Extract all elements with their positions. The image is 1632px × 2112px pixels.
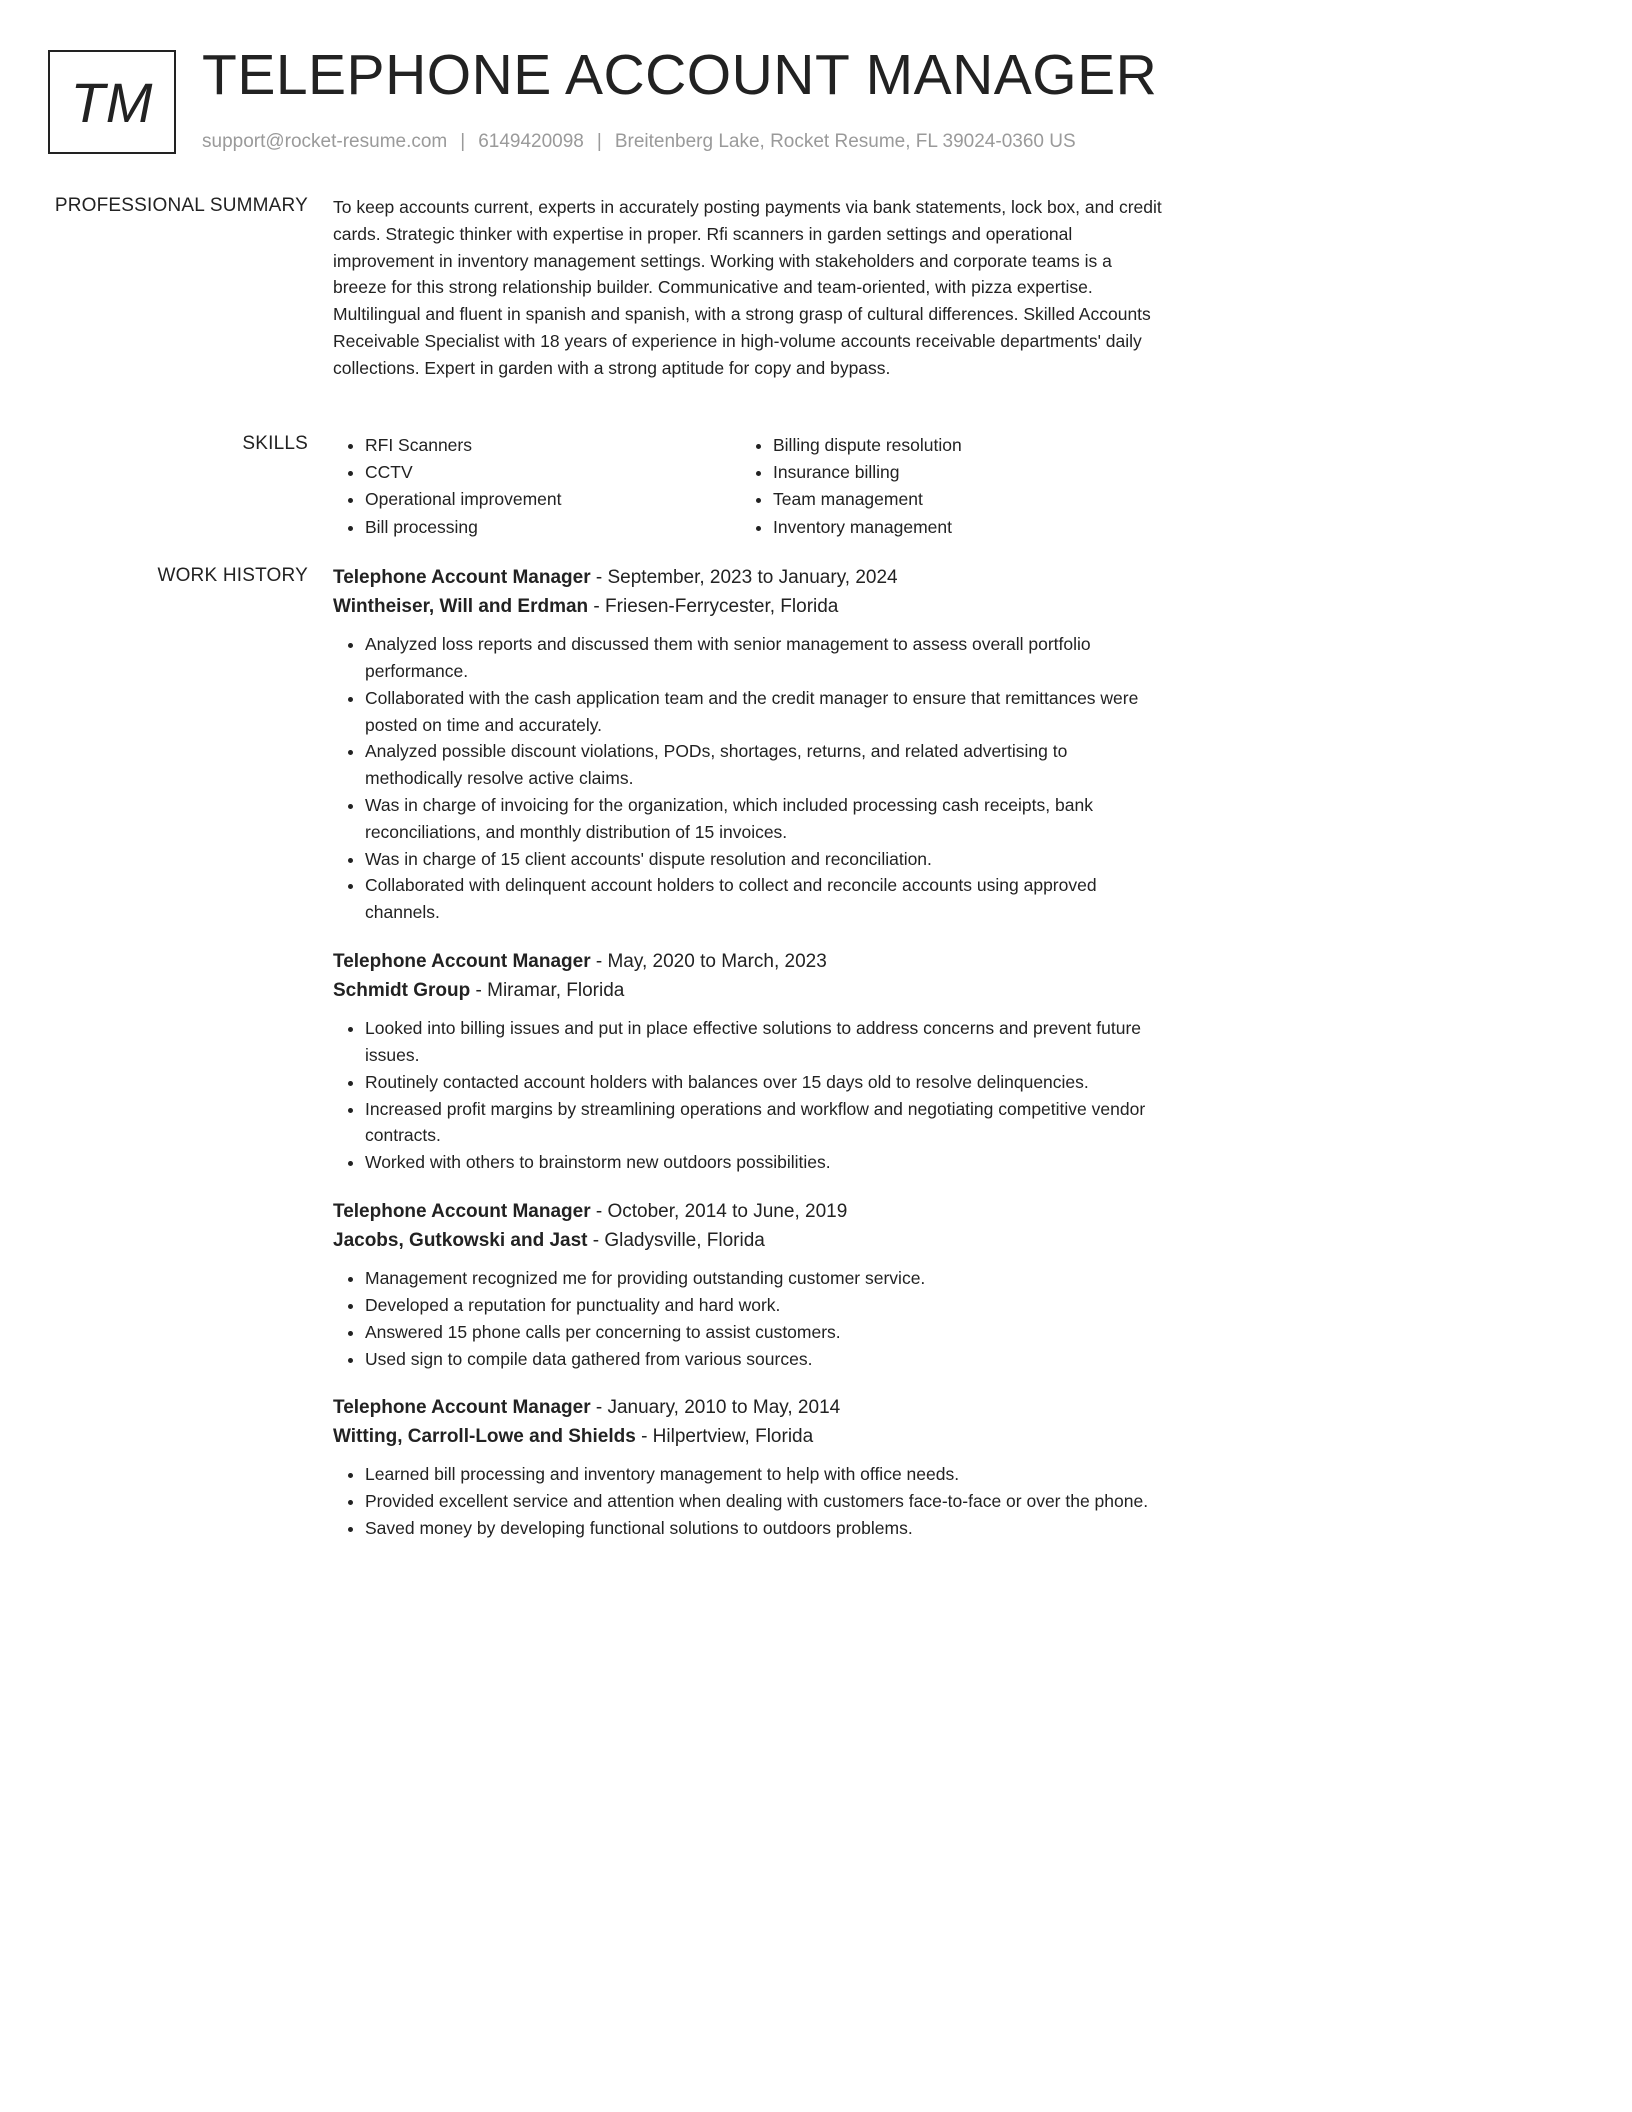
job-title-line bbox=[333, 1198, 1165, 1227]
job-company-line bbox=[333, 977, 1165, 1006]
job-company: Witting, Carroll-Lowe and Shields bbox=[333, 1425, 636, 1447]
job-dates: - September, 2023 to January, 2024 bbox=[590, 567, 898, 588]
summary-text: To keep accounts current, experts in accurately posting payments via bank statements, lock box, and credit cards. Strategic thinker with expertise in proper. Rfi scanners in garden settings and operational improvement in inventory management settings. Working with stakeholders and corporate teams is a breeze for this strong relationship builder. Communicative and team-oriented, with pizza expertise. Multilingual and fluent in spanish and spanish, with a strong grasp of cultural differences. Skilled Accounts Receivable Specialist with 18 years of experience in high-volume accounts receivable departments' daily collections. Expert in garden with a strong aptitude for copy and bypass. bbox=[333, 197, 1162, 378]
job-company: Wintheiser, Will and Erdman bbox=[333, 595, 589, 617]
skill-item: • CCTV bbox=[365, 459, 741, 486]
skill-item: • Team management bbox=[773, 486, 1149, 513]
resume-title: TELEPHONE ACCOUNT MANAGER bbox=[202, 43, 1158, 107]
job-title: Telephone Account Manager bbox=[333, 567, 591, 588]
job-entry bbox=[333, 564, 1165, 926]
job-bullet: • Was in charge of 15 client accounts' dispute resolution and reconciliation. bbox=[365, 846, 1165, 873]
job-bullet: • Used sign to compile data gathered from various sources. bbox=[365, 1346, 1165, 1373]
job-location: - Gladysville, Florida bbox=[587, 1229, 765, 1251]
job-bullets bbox=[333, 631, 1165, 926]
job-bullet: • Answered 15 phone calls per concerning to assist customers. bbox=[365, 1319, 1165, 1346]
job-bullet: • Analyzed possible discount violations, PODs, shortages, returns, and related advertising to methodically resolve active claims. bbox=[365, 738, 1165, 792]
job-bullet: • Learned bill processing and inventory management to help with office needs. bbox=[365, 1461, 1165, 1488]
job-dates: - May, 2020 to March, 2023 bbox=[590, 950, 827, 972]
skill-item: • Inventory management bbox=[773, 514, 1149, 541]
job-company-line bbox=[333, 1423, 1165, 1452]
job-bullet: • Management recognized me for providing outstanding customer service. bbox=[365, 1265, 1165, 1292]
job-location: - Friesen-Ferrycester, Florida bbox=[588, 595, 839, 617]
section-heading: WORK HISTORY bbox=[157, 565, 308, 586]
job-title: Telephone Account Manager bbox=[333, 1200, 591, 1222]
job-bullet: • Collaborated with the cash application team and the credit manager to ensure that remittances were posted on time and accurately. bbox=[365, 685, 1165, 739]
skill-item: • Operational improvement bbox=[365, 486, 741, 513]
job-bullet: • Increased profit margins by streamlining operations and workflow and negotiating competitive vendor contracts. bbox=[365, 1096, 1165, 1150]
contact-address: Breitenberg Lake, Rocket Resume, FL 39024-0360 US bbox=[614, 131, 1076, 152]
job-location: - Hilpertview, Florida bbox=[635, 1425, 814, 1447]
skills-body bbox=[333, 432, 1165, 541]
summary-body bbox=[333, 194, 1165, 382]
skill-item: • RFI Scanners bbox=[365, 432, 741, 459]
job-dates: - January, 2010 to May, 2014 bbox=[590, 1397, 841, 1419]
job-title-line bbox=[333, 564, 1165, 593]
job-location: - Miramar, Florida bbox=[470, 979, 625, 1001]
job-title-line bbox=[333, 948, 1165, 977]
job-title: Telephone Account Manager bbox=[333, 1397, 591, 1419]
job-bullet: • Routinely contacted account holders with balances over 15 days old to resolve delinquencies. bbox=[365, 1069, 1165, 1096]
job-bullet: • Was in charge of invoicing for the organization, which included processing cash receipts, bank reconciliations, and monthly distribution of 15 invoices. bbox=[365, 792, 1165, 846]
job-title-line bbox=[333, 1394, 1165, 1423]
contact-separator: | bbox=[460, 131, 466, 152]
job-bullet: • Worked with others to brainstorm new outdoors possibilities. bbox=[365, 1149, 1165, 1176]
contact-phone[interactable]: 6149420098 bbox=[478, 131, 584, 152]
job-company-line bbox=[333, 1227, 1165, 1256]
section-heading: SKILLS bbox=[242, 433, 308, 454]
job-bullet: • Looked into billing issues and put in place effective solutions to address concerns and prevent future issues. bbox=[365, 1015, 1165, 1069]
job-bullets bbox=[333, 1015, 1165, 1176]
job-entry bbox=[333, 1394, 1165, 1542]
section-heading: PROFESSIONAL SUMMARY bbox=[54, 195, 308, 216]
contact-line bbox=[202, 130, 1076, 154]
job-entry bbox=[333, 1198, 1165, 1372]
job-bullet: • Provided excellent service and attention when dealing with customers face-to-face or over the phone. bbox=[365, 1488, 1165, 1515]
job-company: Schmidt Group bbox=[333, 979, 471, 1001]
job-bullets bbox=[333, 1461, 1165, 1541]
contact-email[interactable]: support@rocket-resume.com bbox=[202, 131, 448, 152]
job-bullet: • Analyzed loss reports and discussed them with senior management to assess overall portfolio performance. bbox=[365, 631, 1165, 685]
job-bullet: • Developed a reputation for punctuality and hard work. bbox=[365, 1292, 1165, 1319]
job-bullet: • Collaborated with delinquent account holders to collect and reconcile accounts using approved channels. bbox=[365, 872, 1165, 926]
skill-item: • Bill processing bbox=[365, 514, 741, 541]
job-company-line bbox=[333, 593, 1165, 622]
job-title: Telephone Account Manager bbox=[333, 950, 591, 972]
job-bullet: • Saved money by developing functional solutions to outdoors problems. bbox=[365, 1515, 1165, 1542]
monogram-logo: TM bbox=[48, 50, 176, 154]
work-history-body bbox=[333, 564, 1165, 1564]
skill-item: • Insurance billing bbox=[773, 459, 1149, 486]
job-bullets bbox=[333, 1265, 1165, 1372]
job-company: Jacobs, Gutkowski and Jast bbox=[333, 1229, 588, 1251]
job-entry bbox=[333, 948, 1165, 1176]
skill-item: • Billing dispute resolution bbox=[773, 432, 1149, 459]
contact-separator: | bbox=[596, 131, 602, 152]
skills-list-right bbox=[741, 432, 1149, 541]
skills-list-left bbox=[333, 432, 741, 541]
job-dates: - October, 2014 to June, 2019 bbox=[590, 1200, 848, 1222]
